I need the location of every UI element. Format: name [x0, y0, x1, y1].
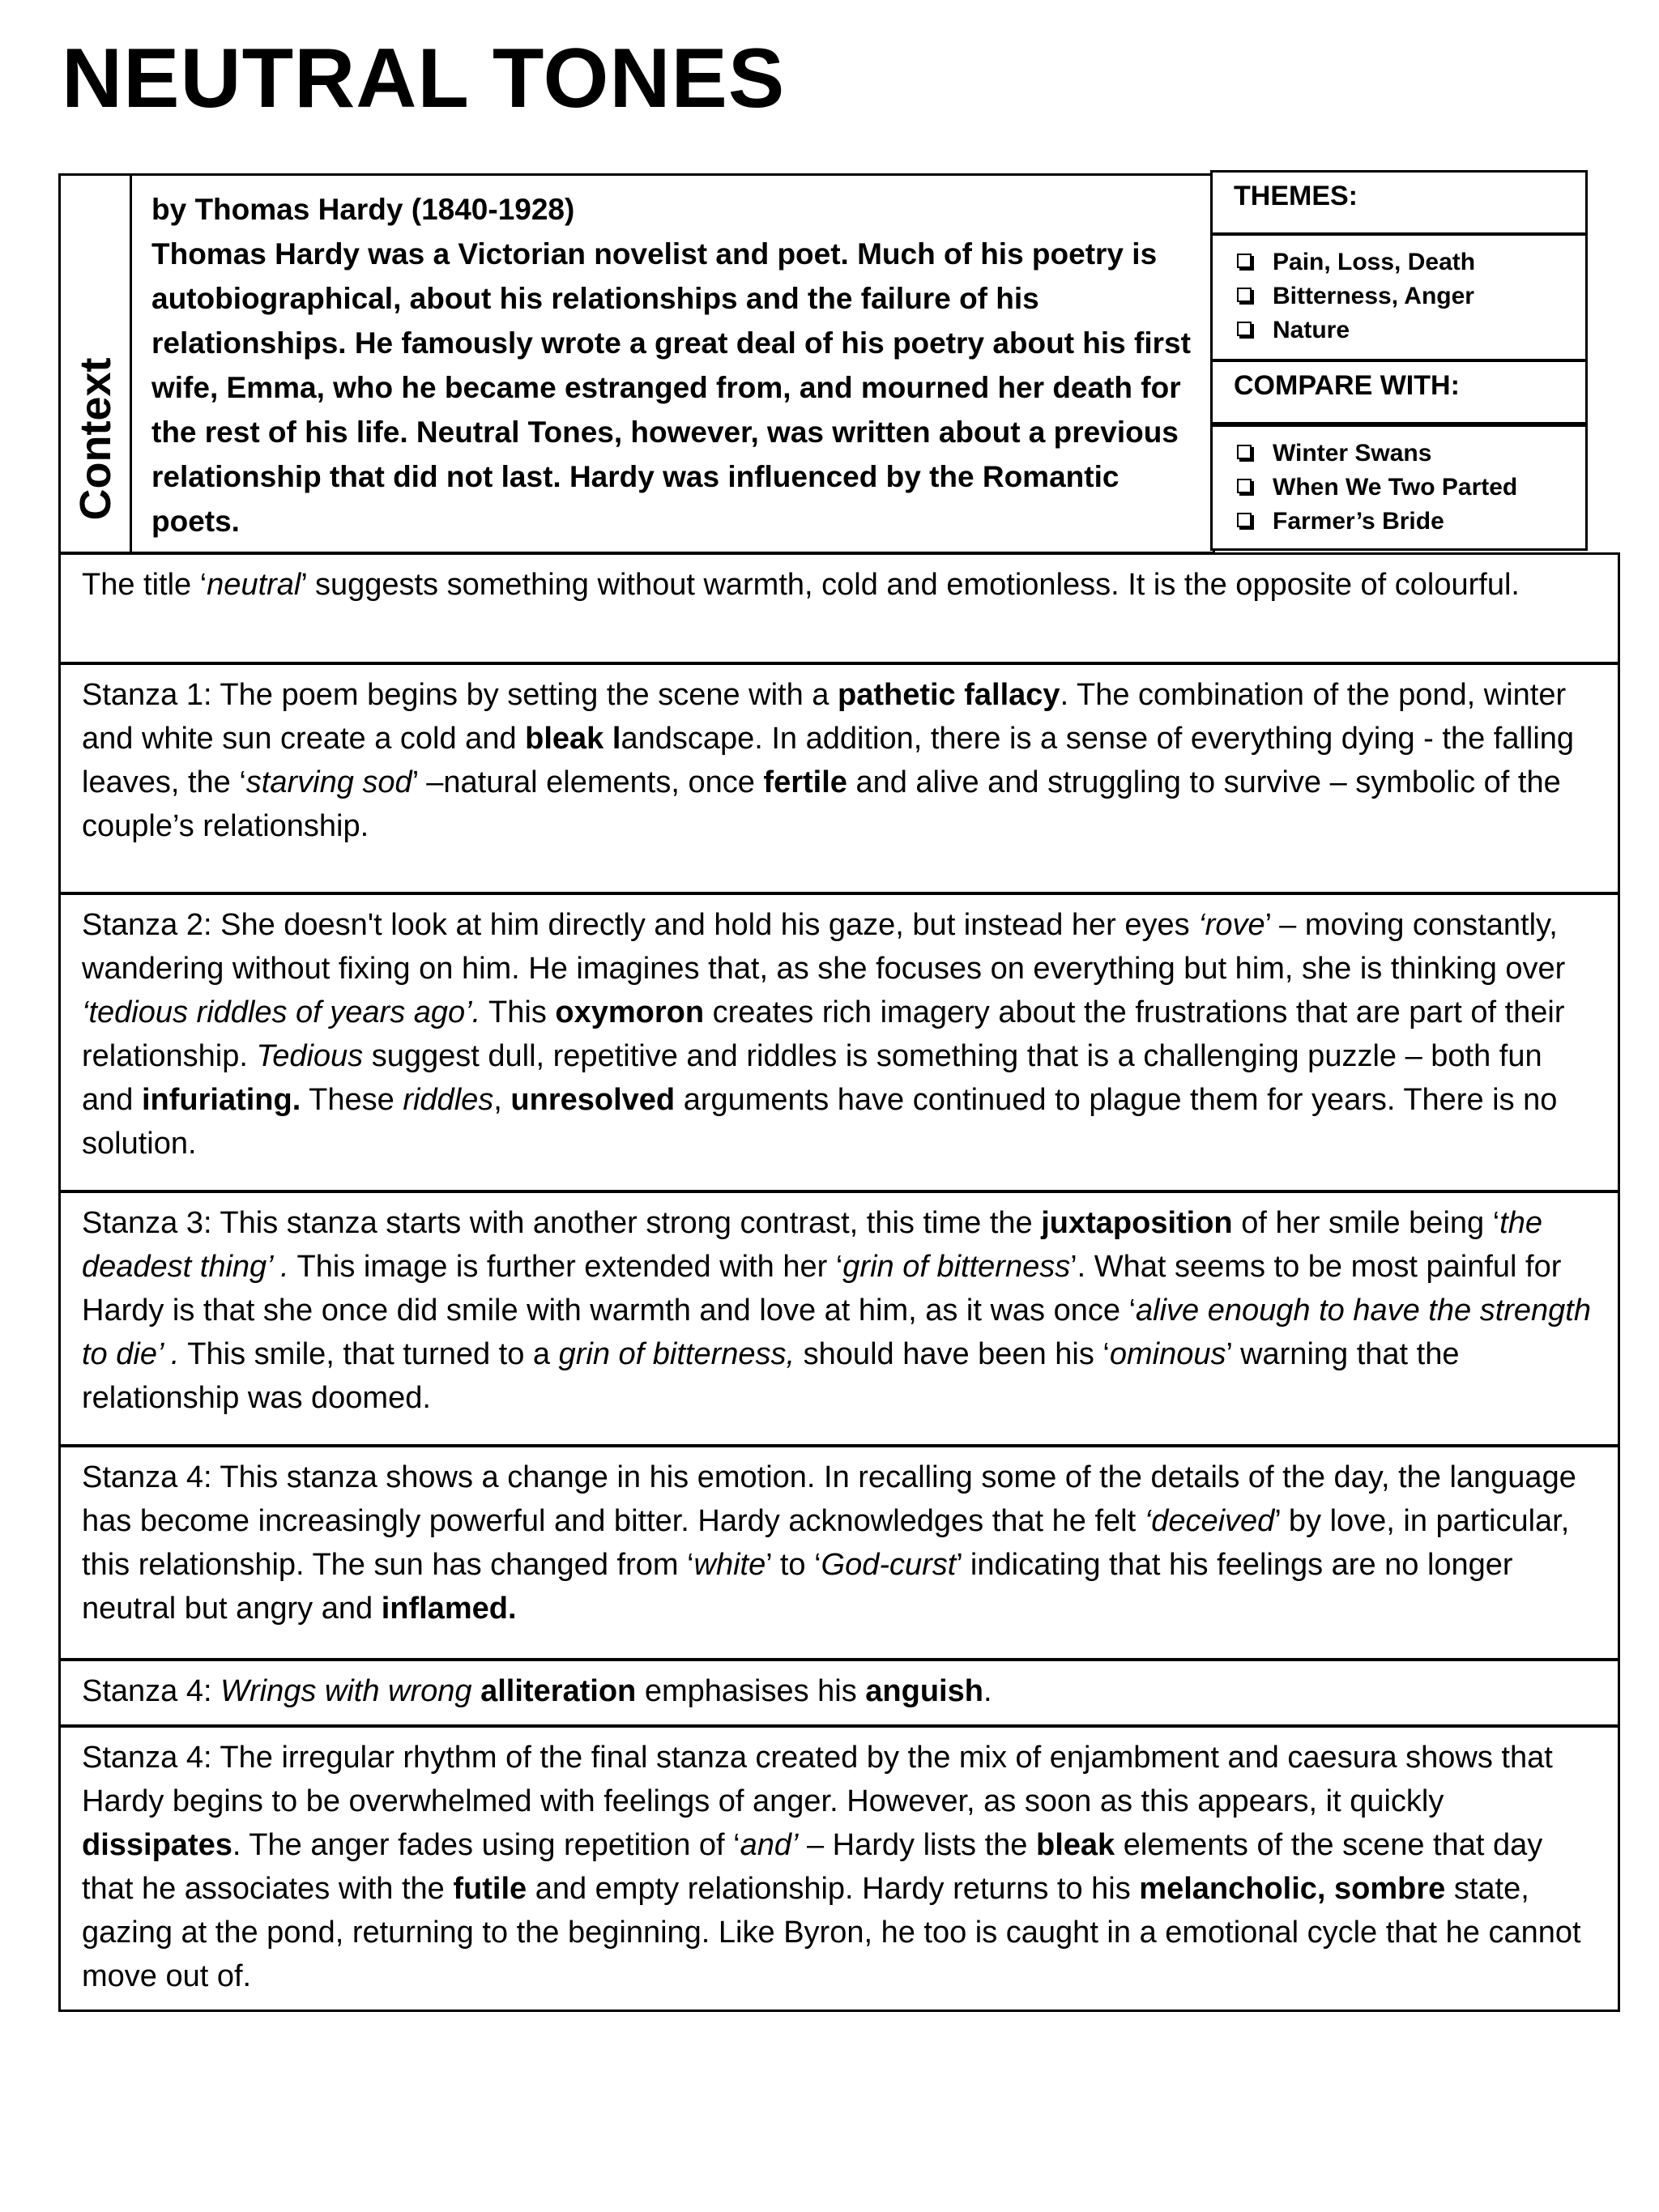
theme-item: Bitterness, Anger [1237, 279, 1585, 313]
text-run: andscape. In addition, there is a sense of everything dying - the falling leaves, the ‘ [82, 722, 1575, 799]
compare-heading: COMPARE WITH: [1234, 370, 1460, 401]
text-run: Stanza 1: The poem begins by setting the scene with a [82, 678, 838, 712]
row-text [82, 1669, 1597, 1713]
text-run: . The anger fades using repetition of ‘ [232, 1828, 740, 1862]
text-run: creates rich imagery about the frustrations that are part of their relationship. [82, 995, 1565, 1073]
text-run [472, 1674, 481, 1708]
text-run: Stanza 2: She doesn't look at him directly and hold his gaze, but instead her eyes [82, 908, 1199, 942]
row-text [82, 673, 1597, 848]
text-run: and empty relationship. Hardy returns to his [527, 1872, 1140, 1906]
text-run: of her smile being ‘ [1232, 1206, 1500, 1240]
context-text-block [151, 187, 1213, 543]
context-byline: by Thomas Hardy (1840-1928) [151, 193, 575, 226]
compare-list-box [1210, 424, 1588, 551]
context-box [58, 173, 1215, 554]
text-run: . The combination of the pond, winter and white sun create a cold and [82, 678, 1567, 756]
text-run: suggest dull, repetitive and riddles is something that is a challenging puzzle – both fun and [82, 1039, 1542, 1117]
text-run: arguments have continued to plague them for years. There is no solution. [82, 1083, 1558, 1161]
row-text [82, 903, 1597, 1166]
text-run: These [301, 1083, 403, 1117]
text-run: ‘rove [1198, 908, 1265, 942]
themes-list [1213, 236, 1585, 347]
text-run: – Hardy lists the [798, 1828, 1036, 1862]
analysis-row-stanza-3 [58, 1191, 1620, 1447]
text-run: This smile, that turned to a [179, 1337, 559, 1371]
text-run: unresolved [510, 1083, 676, 1117]
text-run: grin of bitterness, [558, 1337, 795, 1371]
text-run: alive enough to have the strength to die’ . [82, 1294, 1591, 1371]
text-run: ‘deceived [1144, 1504, 1275, 1538]
compare-item: When We Two Parted [1237, 471, 1585, 505]
context-paragraph: Thomas Hardy was a Victorian novelist and poet. Much of his poetry is autobiographical, about his relationships and the failure of his relationships. He famously wrote a great deal of his poetry about his first wife, Emma, who he became estranged from, and mourned her death for the rest of his life. Neutral Tones, however, was written about a previous relationship that did not last. Hardy was influenced by the Romantic poets. [151, 237, 1191, 538]
theme-item: Pain, Loss, Death [1237, 245, 1585, 279]
text-run: state, gazing at the pond, returning to the beginning. Like Byron, he too is caught in a emotional cycle that he cannot move out of. [82, 1872, 1581, 1993]
text-run: This [480, 995, 556, 1029]
text-run: ’ – moving constantly, wandering without fixing on him. He imagines that, as she focuses on everything but him, she is thinking over [82, 908, 1566, 986]
row-text [82, 1736, 1597, 1998]
text-run: inflamed. [381, 1592, 517, 1626]
text-run: anguish [865, 1674, 983, 1708]
compare-list [1213, 427, 1585, 539]
compare-item: Farmer’s Bride [1237, 505, 1585, 539]
text-run: oxymoron [555, 995, 705, 1029]
text-run: Tedious [256, 1039, 364, 1073]
analysis-row-title [58, 552, 1620, 664]
text-run: ’ suggests something without warmth, cold and emotionless. It is the opposite of colourful. [301, 568, 1520, 602]
text-run: pathetic fallacy [838, 678, 1060, 712]
text-run: starving sod [245, 765, 412, 799]
analysis-row-stanza-1 [58, 663, 1620, 894]
text-run: infuriating. [141, 1083, 301, 1117]
text-run: God-curst [821, 1548, 957, 1582]
text-run: should have been his ‘ [795, 1337, 1110, 1371]
context-label-column [61, 176, 132, 552]
text-run: l [612, 722, 621, 756]
compare-item: Winter Swans [1237, 437, 1585, 471]
text-run: , [493, 1083, 511, 1117]
text-run: Wrings with wrong [220, 1674, 472, 1708]
row-text [82, 563, 1597, 607]
text-run: dissipates [82, 1828, 232, 1862]
text-run: elements of the scene that day that he associates with the [82, 1828, 1543, 1906]
text-run: ’ warning that the relationship was doomed. [82, 1337, 1460, 1415]
text-run: The title ‘ [82, 568, 207, 602]
text-run: ominous [1109, 1337, 1226, 1371]
themes-heading: THEMES: [1234, 181, 1358, 211]
analysis-row-stanza-4b [58, 1659, 1620, 1727]
compare-heading-box [1210, 360, 1588, 424]
text-run: Stanza 4: The irregular rhythm of the final stanza created by the mix of enjambment and caesura shows that Hardy begins to be overwhelmed with feelings of anger. However, as soon as this appears, it quickly [82, 1741, 1553, 1818]
text-run: Stanza 4: [82, 1674, 221, 1708]
text-run: juxtaposition [1041, 1206, 1233, 1240]
text-run: melancholic, sombre [1139, 1872, 1446, 1906]
row-text [82, 1455, 1597, 1630]
text-run: emphasises his [636, 1674, 866, 1708]
text-run: bleak [525, 722, 604, 756]
text-run: riddles [403, 1083, 494, 1117]
context-label: Context [70, 357, 120, 521]
text-run: futile [453, 1872, 527, 1906]
text-run: and’ [740, 1828, 799, 1862]
theme-item: Nature [1237, 313, 1585, 347]
text-run: This image is further extended with her ‘ [288, 1250, 843, 1284]
themes-list-box [1210, 233, 1588, 361]
text-run: ’ by love, in particular, this relationship. The sun has changed from ‘ [82, 1504, 1570, 1582]
analysis-row-stanza-4a [58, 1445, 1620, 1660]
text-run: and alive and struggling to survive – symbolic of the couple’s relationship. [82, 765, 1561, 843]
text-run: neutral [207, 568, 301, 602]
text-run: ’ to ‘ [766, 1548, 821, 1582]
text-run: ’. What seems to be most painful for Hardy is that she once did smile with warmth and love at him, as it was once ‘ [82, 1250, 1562, 1328]
analysis-row-stanza-2 [58, 893, 1620, 1192]
text-run: alliteration [480, 1674, 637, 1708]
analysis-row-stanza-4c [58, 1725, 1620, 2012]
text-run: Stanza 4: This stanza shows a change in his emotion. In recalling some of the details of the day, the language has become increasingly powerful and bitter. Hardy acknowledges that he felt [82, 1460, 1576, 1538]
text-run: . [983, 1674, 992, 1708]
text-run: ’ –natural elements, once [412, 765, 764, 799]
text-run: ’ indicating that his feelings are no longer neutral but angry and [82, 1548, 1513, 1626]
page-title: NEUTRAL TONES [62, 32, 786, 126]
text-run: Stanza 3: This stanza starts with another strong contrast, this time the [82, 1206, 1042, 1240]
text-run [603, 722, 612, 756]
text-run: the deadest thing’ . [82, 1206, 1542, 1284]
text-run: fertile [763, 765, 847, 799]
themes-heading-box [1210, 170, 1588, 235]
text-run: ‘tedious riddles of years ago’. [82, 995, 481, 1029]
text-run: white [693, 1548, 766, 1582]
text-run: bleak [1035, 1828, 1115, 1862]
row-text [82, 1201, 1597, 1420]
text-run: grin of bitterness [842, 1250, 1071, 1284]
